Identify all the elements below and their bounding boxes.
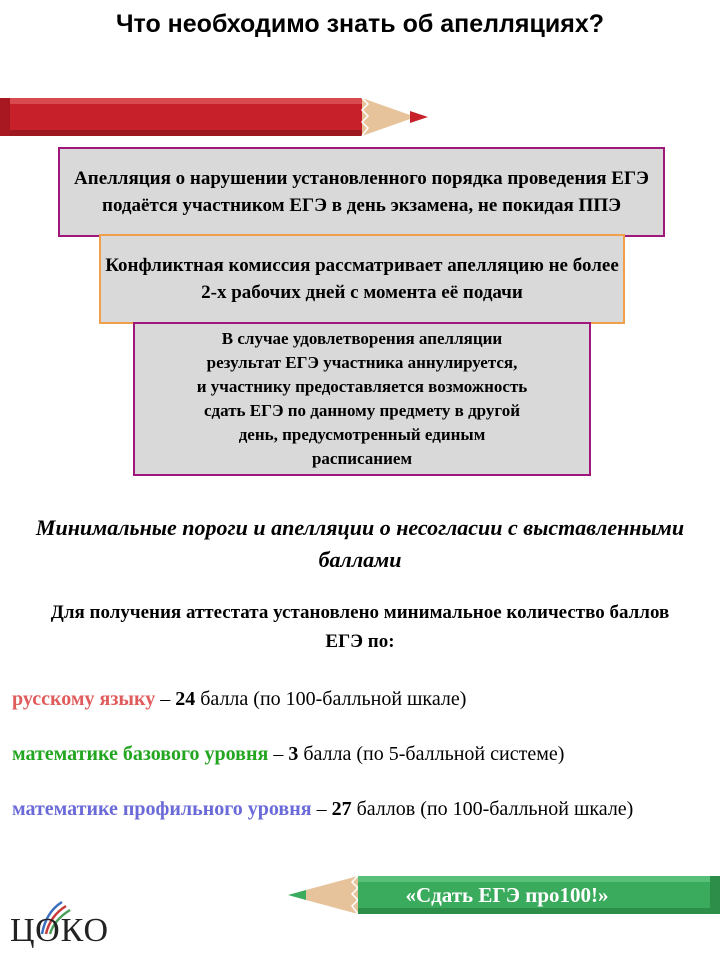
appeal-result-line: результат ЕГЭ участника аннулируется, [206, 353, 518, 372]
threshold-math-base: математике базового уровня – 3 балла (по 5-балльной системе) [12, 743, 565, 765]
subject-label: математике профильного уровня [12, 798, 312, 820]
appeal-result-line: сдать ЕГЭ по данному предмету в другой [204, 401, 520, 420]
subject-label: математике базового уровня [12, 743, 269, 765]
score-value: 24 [175, 688, 196, 710]
threshold-russian: русскому языку – 24 балла (по 100-балльной шкале) [12, 688, 467, 710]
slogan-text: «Сдать ЕГЭ про100!» [405, 883, 609, 907]
appeal-result-line: расписанием [311, 449, 413, 468]
appeal-procedure-box: Апелляция о нарушении установленного порядка проведения ЕГЭ подаётся участником ЕГЭ в день экзамена, не покидая ППЭ [58, 147, 665, 237]
appeal-result-line: день, предусмотренный единым [238, 425, 486, 444]
logo-text: ЦОКО [10, 912, 110, 949]
subject-label: русскому языку [12, 688, 161, 710]
section-intro: Для получения аттестата установлено минимальное количество баллов ЕГЭ по: [50, 602, 670, 652]
appeal-result-box [133, 322, 591, 476]
appeal-result-line: В случае удовлетворения апелляции [221, 329, 503, 348]
commission-review-box: Конфликтная комиссия рассматривает апелляцию не более 2-х рабочих дней с момента её подачи [99, 234, 625, 324]
coko-logo [6, 898, 146, 958]
section-subtitle: Минимальные пороги и апелляции о несогласии с выставленными баллами [35, 515, 685, 572]
score-value: 3 [288, 743, 299, 765]
red-pencil-graphic [0, 96, 432, 138]
threshold-math-profile: математике профильного уровня – 27 баллов (по 100-балльной шкале) [12, 798, 634, 820]
appeal-result-line: и участнику предоставляется возможность [196, 377, 528, 396]
page-title: Что необходимо знать об апелляциях? [115, 10, 605, 38]
score-value: 27 [331, 798, 352, 820]
